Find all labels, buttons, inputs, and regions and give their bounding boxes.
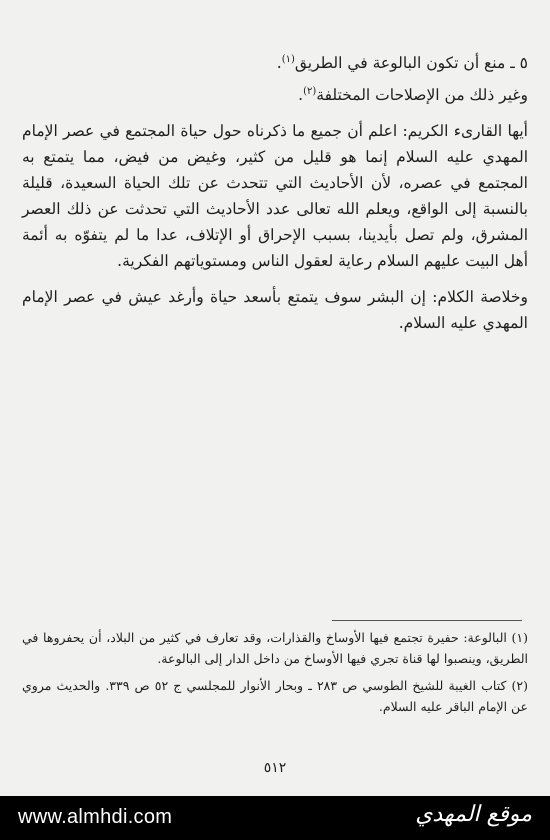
paragraph-reader: أيها القارىء الكريم: اعلم أن جميع ما ذكرناه حول حياة المجتمع في عصر الإمام المهدي عليه السلام إنما هو قليل من كثير، وغيض من فيض، مما يتمتع به المجتمع في عصره، لأن الأحاديث التي تتحدث عن تلك الحياة السعيدة، قليلة بالنسبة إلى الواقع، ويعلم الله تعالى عدد الأحاديث التي تحدثت عن ذلك العصر المشرق، ولم تصل بأيدينا، بسبب الإحراق أو الإتلاف، عدا ما لم يتفوّه به أئمة أهل البيت عليهم السلام رعاية لعقول الناس ومستوياتهم الفكرية. xyxy=(22,122,528,270)
page-number: ٥١٢ xyxy=(263,760,287,776)
list-item-other xyxy=(22,82,528,108)
footnote-2: (٢) كتاب الغيبة للشيخ الطوسي ص ٢٨٣ ـ وبحار الأنوار للمجلسي ج ٥٢ ص ٣٣٩. والحديث مروي عن الإمام الباقر عليه السلام. xyxy=(22,678,528,714)
list-item-5 xyxy=(22,50,528,76)
punctuation: . xyxy=(298,86,304,104)
punctuation: . xyxy=(276,54,282,72)
list-item-other-text: وغير ذلك من الإصلاحات المختلفة xyxy=(316,86,528,104)
site-url-link[interactable]: www.almhdi.com xyxy=(18,806,173,828)
paragraph-summary: وخلاصة الكلام: إن البشر سوف يتمتع بأسعد حياة وأرغد عيش في عصر الإمام المهدي عليه السلام. xyxy=(22,288,528,332)
main-text xyxy=(22,50,528,336)
footnote-ref-1[interactable]: (١) xyxy=(281,53,295,65)
footnote-ref-2[interactable]: (٢) xyxy=(303,85,317,97)
footnotes xyxy=(22,627,528,723)
list-item-5-text: ٥ ـ منع أن تكون البالوعة في الطريق xyxy=(294,54,528,72)
site-logo-text: موقع المهدي xyxy=(415,802,532,827)
footnote-1: (١) البالوعة: حفيرة تجتمع فيها الأوساخ والقذارات، وقد تعارف في كثير من البلاد، أن يحفروها في الطريق، وينصبوا لها قناة تجري فيها الأوساخ من داخل الدار إلى البالوعة. xyxy=(22,630,528,666)
site-footer-banner xyxy=(0,796,550,840)
footnote-divider xyxy=(332,620,522,621)
